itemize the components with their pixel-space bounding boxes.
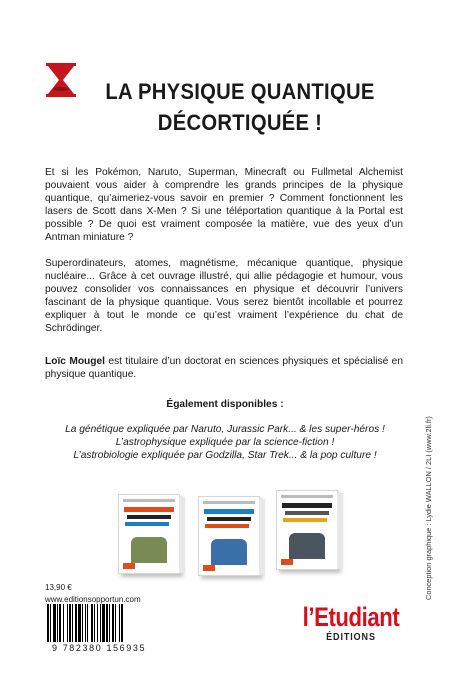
blurb: [45, 166, 403, 394]
publisher-logo: [292, 603, 410, 643]
book-cover-astrophysique: [198, 496, 260, 576]
publisher-name: l’Etudiant: [302, 602, 400, 632]
headline-line-2: DÉCORTIQUÉE !: [157, 110, 323, 135]
author-bio: est titulaire d’un doctorat en sciences physiques et spécialisé en physique quantique.: [45, 356, 403, 380]
also-available-title: L’astrobiologie expliquée par Godzilla, Star Trek... & la pop culture !: [73, 450, 377, 461]
headline-line-1: LA PHYSIQUE QUANTIQUE: [105, 79, 375, 104]
blurb-paragraph-1: Et si les Pokémon, Naruto, Superman, Minecraft ou Fullmetal Alchemist pouvaient vous aider à comprendre les grands principes de la physique quantique, qu’aimeriez-vous savoir en premier ? Comment fonctionnent les lasers de Scott dans X-Men ? Si une téléportation quantique à la Portal est possible ? De quoi est vraiment composée la matière, vue des yeux d’un Antman miniature ?: [45, 167, 403, 243]
price-label: 13,90 €: [45, 583, 72, 592]
author-name: Loïc Mougel: [45, 356, 106, 367]
book-cover-genetique: [118, 494, 180, 574]
author-paragraph: [45, 355, 403, 381]
blurb-paragraph-2: Superordinateurs, atomes, magnétisme, mécanique quantique, physique nucléaire... Grâce à cet ouvrage illustré, qui allie pédagogie et humour, vous pouvez consolider vos connaissances en physique et découvrir l’univers fascinant de la physique quantique. Vous serez bientôt incollable et pourrez expliquer à tout le monde ce qu’est vraiment l’expérience du chat de Schrödinger.: [45, 258, 403, 334]
book-cover-astrobiologie: [276, 490, 338, 570]
also-available-heading: Également disponibles :: [166, 399, 284, 410]
also-available-title: La génétique expliquée par Naruto, Jurassic Park... & les super-héros !: [65, 424, 385, 435]
publisher-website: www.editionsopportun.com: [45, 595, 141, 604]
publisher-imprint: ÉDITIONS: [326, 632, 376, 643]
isbn-barcode: [45, 604, 165, 644]
publisher-hourglass-logo: [44, 62, 78, 98]
related-books-covers: [110, 480, 350, 585]
back-cover-headline: [93, 76, 387, 138]
isbn-number: 9 782380 156935: [52, 643, 147, 653]
design-credit: Conception graphique : Lydie WALLON / 2LI (www.2li.fr): [424, 416, 433, 600]
also-available-section: [45, 398, 405, 462]
also-available-title: L’astrophysique expliquée par la science-fiction !: [115, 437, 335, 448]
